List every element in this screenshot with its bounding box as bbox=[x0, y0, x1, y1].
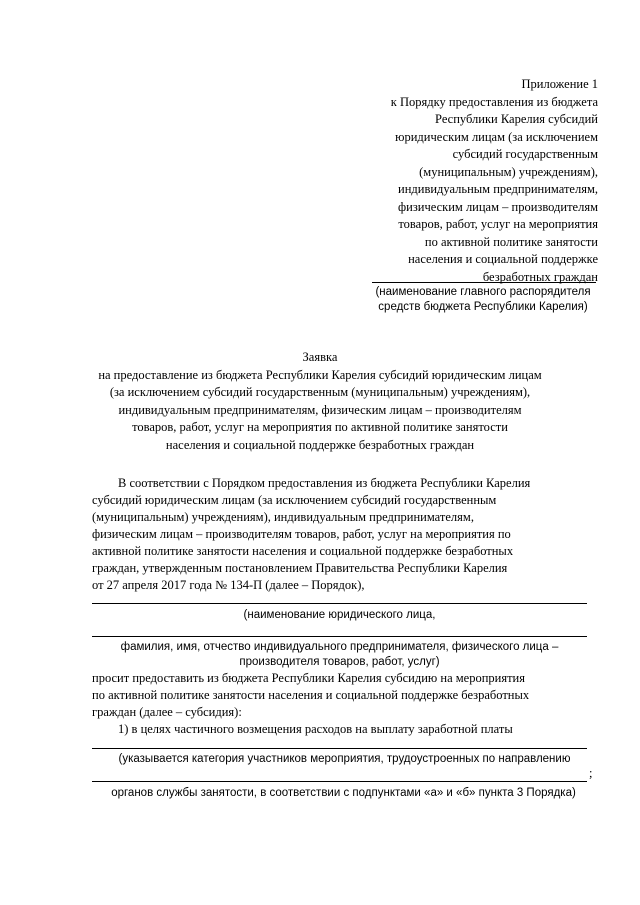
appendix-line: по активной политике занятости bbox=[424, 234, 598, 249]
title-line: индивидуальным предпринимателям, физическим лицам – производителям bbox=[118, 402, 522, 417]
para1-line: В соответствии с Порядком предоставления из бюджета Республики Карелия bbox=[118, 476, 531, 490]
appendix-line: населения и социальной поддержке bbox=[408, 252, 598, 266]
appendix-line: юридическим лицам (за исключением bbox=[395, 129, 598, 144]
title-line: на предоставление из бюджета Республики Карелия субсидий юридическим лицам bbox=[98, 367, 542, 382]
agency-caption: органов службы занятости, в соответствии с подпунктами «а» и «б» пункта 3 Порядка) bbox=[111, 787, 576, 799]
para2-line: по активной политике занятости населения и социальной поддержке безработных bbox=[92, 688, 530, 702]
legal-entity-caption: (наименование юридического лица, bbox=[243, 609, 436, 621]
para1-line: от 27 апреля 2017 года № 134-П (далее – Порядок), bbox=[92, 578, 365, 592]
appendix-line: субсидий государственным bbox=[452, 147, 598, 161]
item1-line: 1) в целях частичного возмещения расходов на выплату заработной платы bbox=[118, 722, 513, 736]
appendix-line: Республики Карелия субсидий bbox=[435, 112, 598, 126]
recipient-blank-line bbox=[372, 282, 596, 283]
para1-line: активной политике занятости населения и социальной поддержке безработных bbox=[92, 544, 514, 558]
person-caption-line2: производителя товаров, работ, услуг) bbox=[239, 656, 440, 668]
agency-semicolon: ; bbox=[589, 766, 593, 780]
appendix-line: физическим лицам – производителям bbox=[398, 199, 598, 214]
agency-blank-line bbox=[92, 781, 587, 782]
category-caption: (указывается категория участников мероприятия, трудоустроенных по направлению bbox=[118, 753, 571, 765]
appendix-line: (муниципальным) учреждениям), bbox=[419, 164, 598, 179]
recipient-caption-line1: (наименование главного распорядителя bbox=[375, 286, 591, 298]
appendix-line: безработных граждан bbox=[482, 269, 598, 284]
title-heading: Заявка bbox=[302, 350, 338, 364]
title-line: (за исключением субсидий государственным (муниципальным) учреждениям), bbox=[109, 385, 531, 399]
para2-line: просит предоставить из бюджета Республики Карелия субсидию на мероприятия bbox=[92, 671, 525, 685]
appendix-line: к Порядку предоставления из бюджета bbox=[390, 94, 598, 109]
appendix-line: товаров, работ, услуг на мероприятия bbox=[398, 217, 598, 231]
appendix-line: индивидуальным предпринимателям, bbox=[398, 182, 598, 196]
application-title bbox=[60, 349, 580, 454]
category-blank-line bbox=[92, 748, 587, 749]
legal-entity-blank-line bbox=[92, 603, 587, 604]
title-line: товаров, работ, услуг на мероприятия по активной политике занятости bbox=[132, 420, 508, 434]
para1-line: граждан, утвержденным постановлением Правительства Республики Карелия bbox=[92, 561, 508, 575]
recipient-caption-line2: средств бюджета Республики Карелия) bbox=[378, 301, 588, 313]
title-line: населения и социальной поддержке безработных граждан bbox=[165, 437, 475, 452]
appendix-header bbox=[318, 76, 598, 286]
appendix-line: Приложение 1 bbox=[521, 77, 598, 91]
para1-line: субсидий юридическим лицам (за исключением субсидий государственным bbox=[92, 493, 497, 507]
person-caption-line1: фамилия, имя, отчество индивидуального предпринимателя, физического лица – bbox=[120, 641, 559, 653]
person-blank-line bbox=[92, 636, 587, 637]
para1-line: физическим лицам – производителям товаров, работ, услуг на мероприятия по bbox=[92, 527, 511, 541]
para1-line: (муниципальным) учреждениям), индивидуальным предпринимателям, bbox=[92, 510, 474, 524]
para2-line: граждан (далее – субсидия): bbox=[92, 705, 242, 719]
